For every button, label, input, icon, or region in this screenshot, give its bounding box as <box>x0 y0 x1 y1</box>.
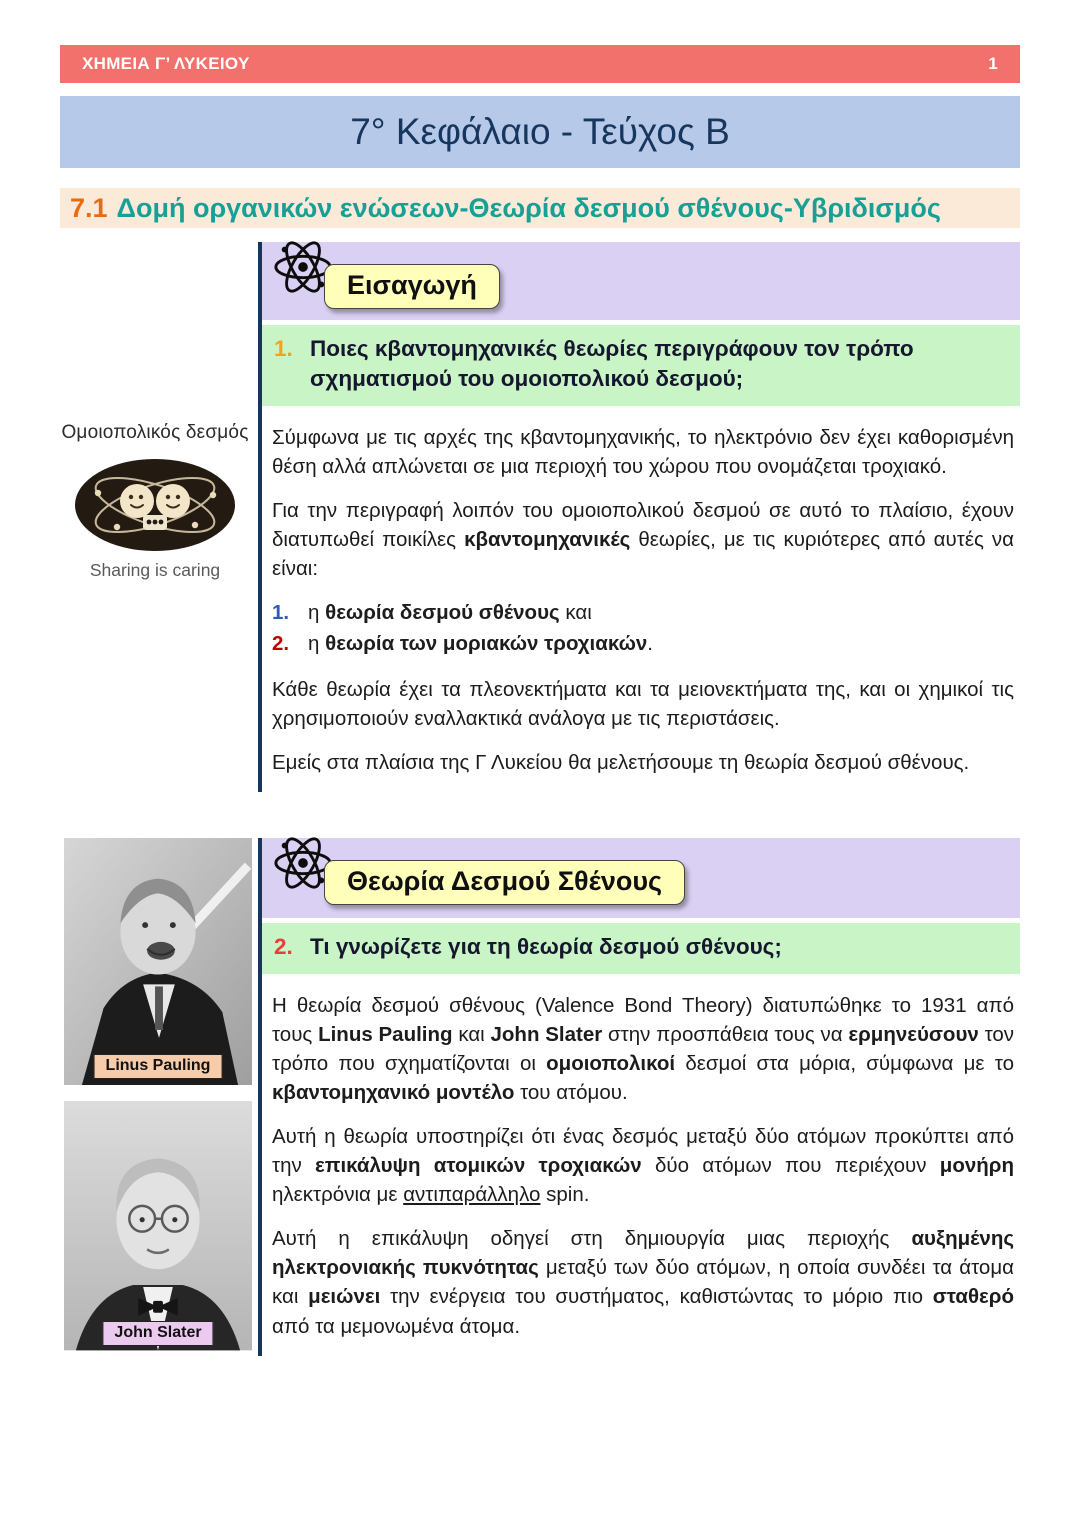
covalent-bond-caption: Sharing is caring <box>89 560 221 580</box>
section-banner <box>60 188 1020 228</box>
linus-pauling-label: Linus Pauling <box>94 1054 223 1079</box>
list-item <box>272 629 1014 660</box>
paragraph: Κάθε θεωρία έχει τα πλεονεκτήματα και τα μειονεκτήματα της, και οι χημικοί τις χρησιμοποιούν εναλλακτικά ανάλογα με τις περιστάσεις. <box>272 677 1014 730</box>
vbs-row <box>60 838 1020 1356</box>
question-1-number: 1. <box>274 336 293 361</box>
chapter-title: 7° Κεφάλαιο - Τεύχος Β <box>350 111 730 152</box>
vbs-topic-box <box>262 838 1020 918</box>
paragraph: Η θεωρία δεσμού σθένους (Valence Bond Theory) διατυπώθηκε το 1931 από τους Linus Pauling και John Slater στην προσπάθεια τους να ερμηνεύσουν τον τρόπο που σχηματίζονται οι ομοιοπολικοί δεσμοί στα μόρια, σύμφωνα με το κβαντομηχανικό μοντέλο του ατόμου. <box>272 993 1015 1104</box>
margin-column-vbs <box>60 838 258 1356</box>
list-item-number: 1. <box>272 601 290 625</box>
section-number: 7.1 <box>70 192 108 223</box>
john-slater-label: John Slater <box>102 1321 213 1346</box>
question-1-text: Ποιες κβαντομηχανικές θεωρίες περιγράφουν τον τρόπο σχηματισμού του ομοιοπολικού δεσμού; <box>310 336 914 392</box>
john-slater-photo <box>64 1101 252 1350</box>
intro-body <box>262 406 1020 777</box>
page-header <box>60 45 1020 83</box>
vbs-body <box>262 974 1020 1341</box>
list-item-text: η θεωρία δεσμού σθένους και <box>308 601 592 625</box>
covalent-bond-label: Ομοιοπολικός δεσμός <box>61 422 249 443</box>
list-item-number: 2. <box>272 632 290 656</box>
chapter-banner <box>60 96 1020 168</box>
intro-row <box>60 242 1020 792</box>
list-item <box>272 598 1014 629</box>
paragraph: Αυτή η θεωρία υποστηρίζει ότι ένας δεσμός μεταξύ δύο ατόμων προκύπτει από την επικάλυψη ατομικών τροχιακών δύο ατόμων που περιέχουν μονήρη ηλεκτρόνια με αντιπαράλληλο spin. <box>272 1124 1014 1207</box>
intro-title: Εισαγωγή <box>324 264 500 309</box>
page-number: 1 <box>988 54 998 73</box>
question-2 <box>262 923 1020 973</box>
paragraph: Για την περιγραφή λοιπόν του ομοιοπολικού δεσμού σε αυτό το πλαίσιο, έχουν διατυπωθεί ποικίλες κβαντομηχανικές θεωρίες, με τις κυριότερες από αυτές να είναι: <box>272 498 1014 581</box>
list-item-text: η θεωρία των μοριακών τροχιακών. <box>308 632 653 656</box>
theories-list <box>272 598 1014 660</box>
sharing-atoms-cartoon-image <box>73 457 238 553</box>
paragraph: Αυτή η επικάλυψη οδηγεί στη δημιουργία μιας περιοχής αυξημένης ηλεκτρονιακής πυκνότητας μεταξύ των δύο ατόμων, η οποία συνδέει τα άτομα και μειώνει την ενέργεια του συστήματος, καθιστώντας το μόριο πιο σταθερό από τα μεμονωμένα άτομα. <box>272 1227 1014 1338</box>
question-2-number: 2. <box>274 934 293 960</box>
vbs-content <box>258 838 1020 1356</box>
section-title: Δομή οργανικών ενώσεων-Θεωρία δεσμού σθένους-Υβριδισμός <box>116 192 941 223</box>
intro-topic-box <box>262 242 1020 320</box>
margin-column-intro <box>60 242 258 792</box>
course-title: ΧΗΜΕΙΑ Γ’ ΛΥΚΕΙΟΥ <box>82 54 250 73</box>
linus-pauling-photo <box>64 838 252 1085</box>
vbs-title: Θεωρία Δεσμού Σθένους <box>324 860 685 905</box>
paragraph: Εμείς στα πλαίσια της Γ Λυκείου θα μελετήσουμε τη θεωρία δεσμού σθένους. <box>272 751 970 775</box>
question-2-text: Τι γνωρίζετε για τη θεωρία δεσμού σθένους; <box>310 934 782 960</box>
paragraph: Σύμφωνα με τις αρχές της κβαντομηχανικής, το ηλεκτρόνιο δεν έχει καθορισμένη θέση αλλά απλώνεται σε μια περιοχή του χώρου που ονομάζεται τροχιακό. <box>272 425 1014 478</box>
intro-content <box>258 242 1020 792</box>
question-1 <box>262 325 1020 406</box>
covalent-bond-figure <box>60 422 258 581</box>
